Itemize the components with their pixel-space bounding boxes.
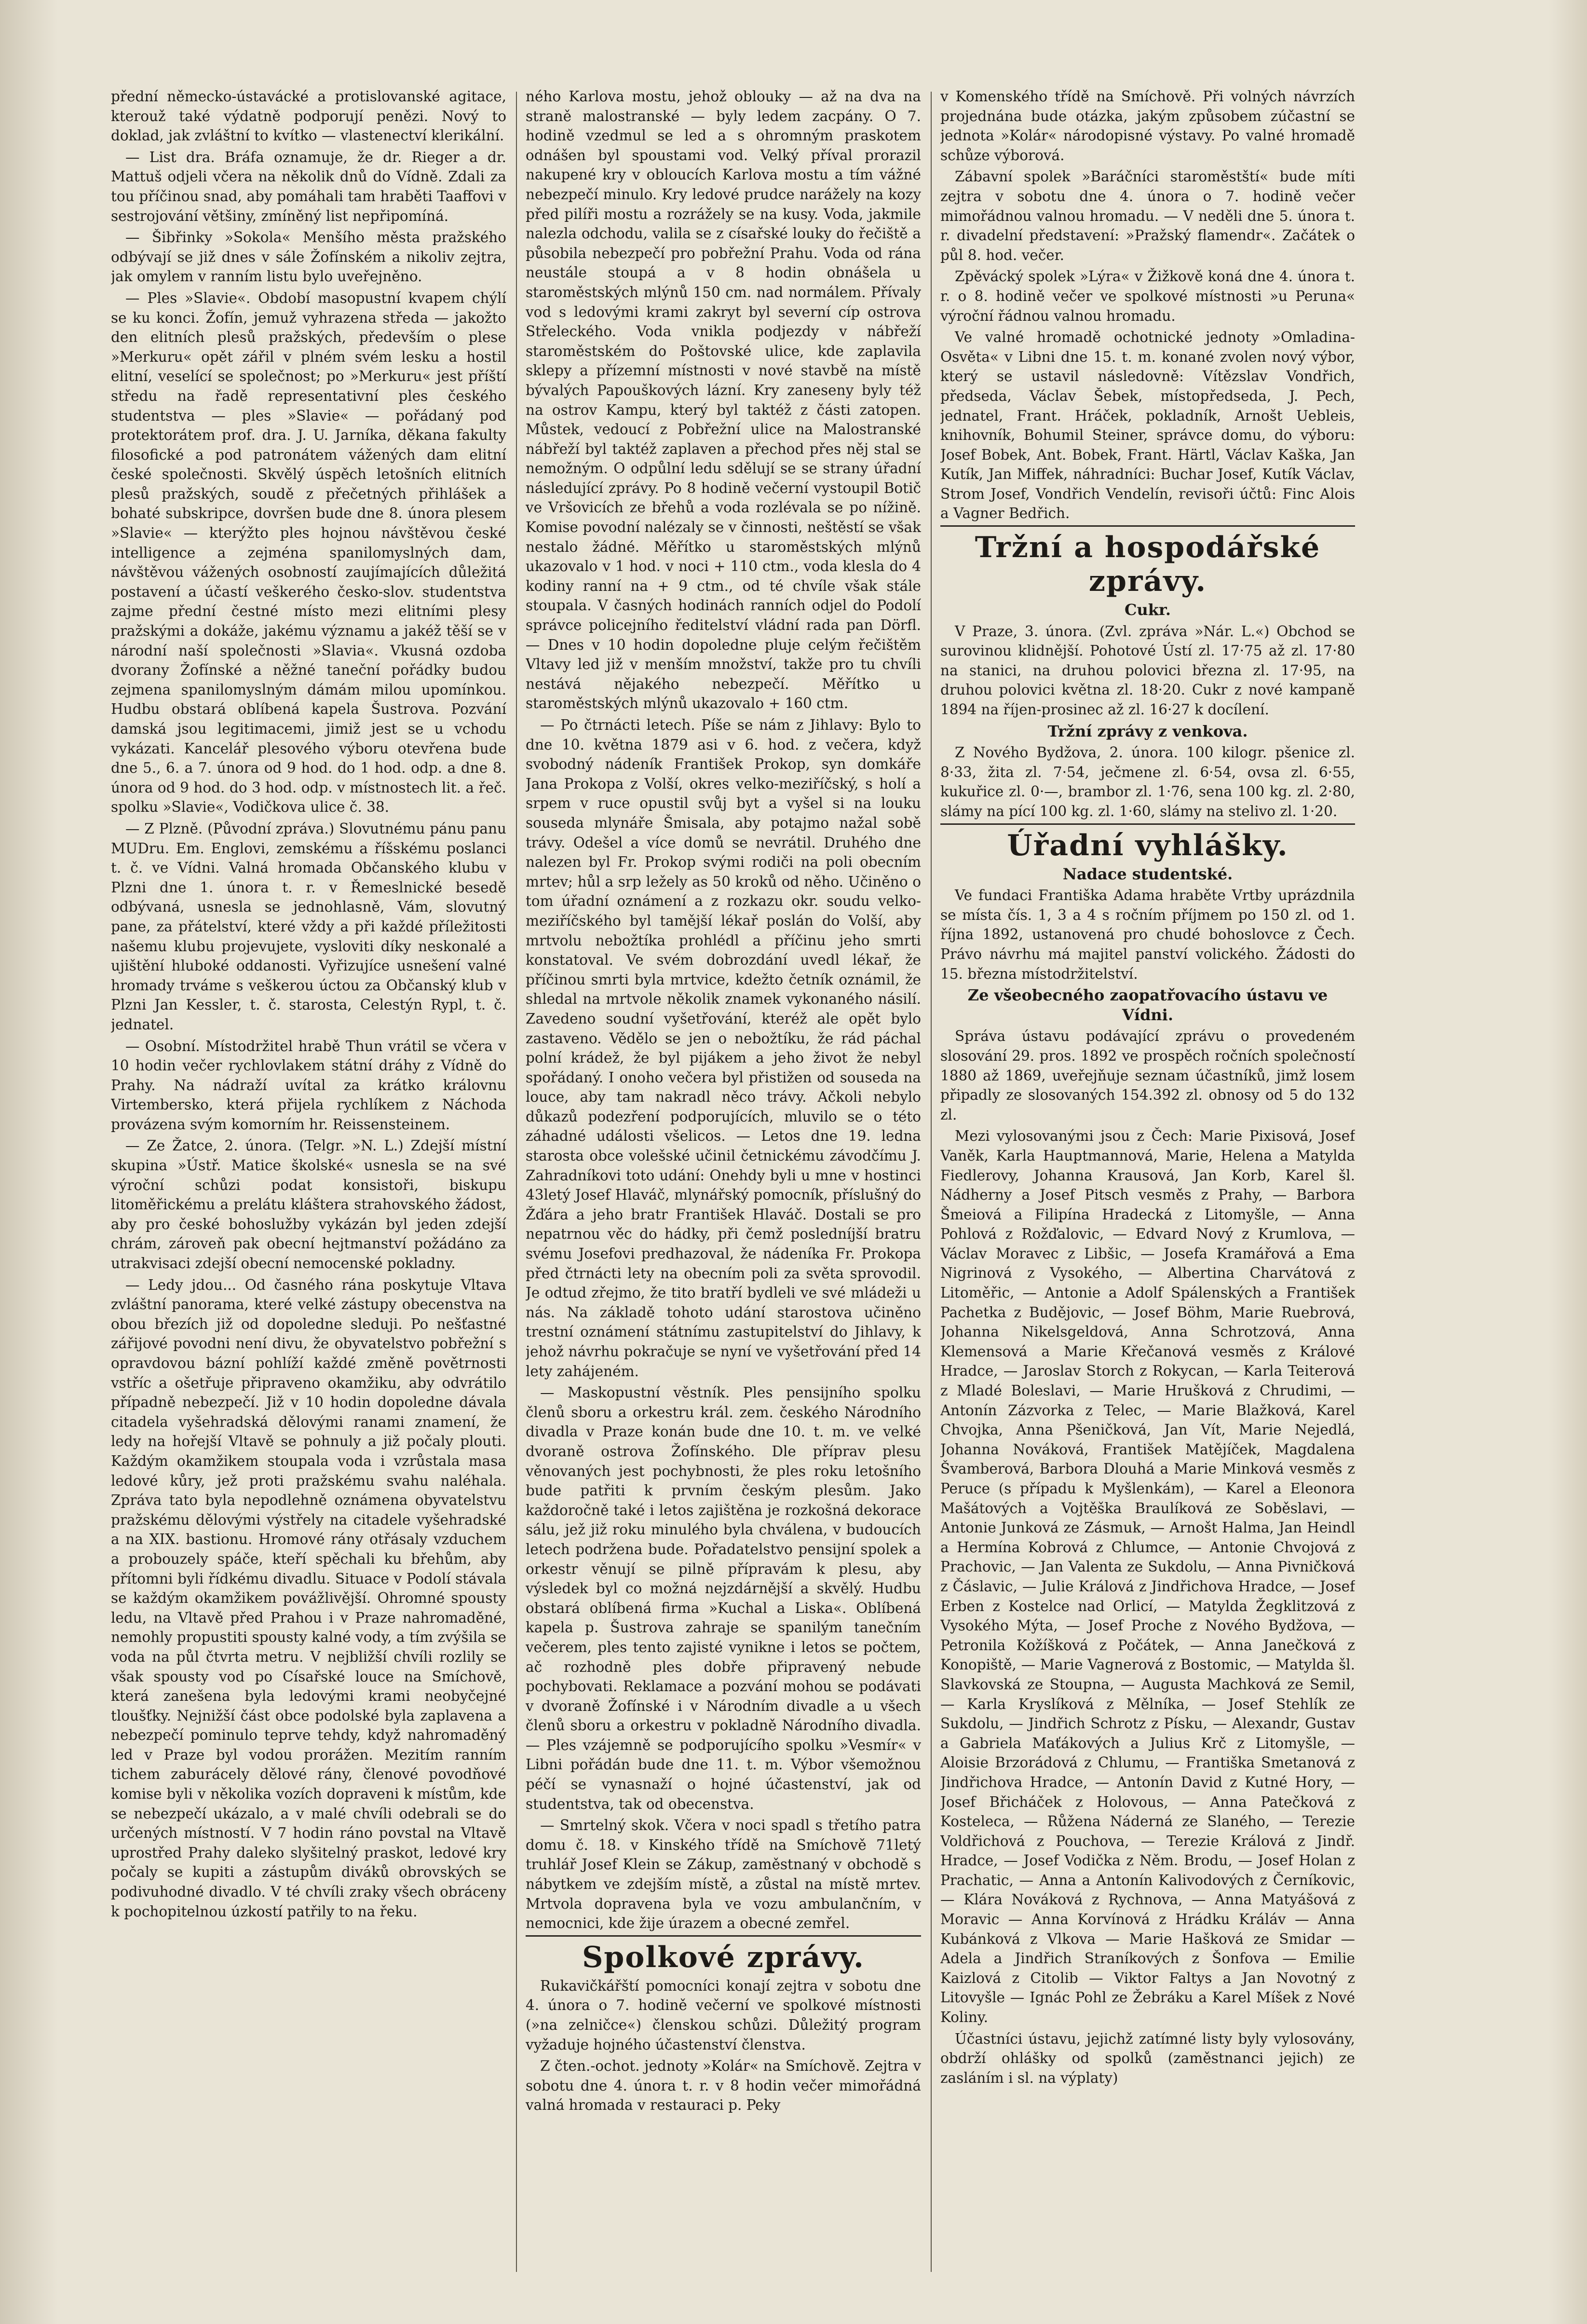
article-paragraph: v Komenského třídě na Smíchově. Při volných návrzích projednána bude otázka, jakým způsobem zúčastní se jednota »Kolár« národopisné výstavy. Po valné hromadě schůze výborová.: [940, 88, 1355, 164]
column-2: [526, 87, 921, 2286]
article-paragraph: — Z Plzně. (Původní zpráva.) Slovutnému pánu panu MUDru. Em. Englovi, zemskému a říšskému poslanci t. č. ve Vídni. Valná hromada Občanského klubu v Plzni dne 1. února t. r. v Řemeslnické besedě odbývaná, usnesla se jednohlasně, Vám, slovutný pane, za přátelství, které vždy a při každé příležitosti našemu klubu projevujete, vysloviti díky neskonalé a ujištění hluboké oddanosti. Vyřizujíce usnešení valné hromady trváme s veškerou úctou za Občanský klub v Plzni Jan Kessler, t. č. starosta, Celestýn Rypl, t. č. jednatel.: [111, 820, 506, 1033]
column-3: [940, 87, 1355, 2286]
article-paragraph: Zpěvácký spolek »Lýra« v Žižkově koná dne 4. února t. r. o 8. hodině večer ve spolkové místnosti »u Peruna« výroční řádnou valnou hromadu.: [940, 268, 1355, 324]
article-paragraph: Mezi vylosovanými jsou z Čech: Marie Pixisová, Josef Vaněk, Karla Hauptmannová, Marie, Helena a Matylda Fiedlerovy, Johanna Krausová, Jan Korb, Karel šl. Nádherny a Josef Pitsch vesměs z Prahy, — Barbora Šmeiová a Filipína Hradecká z Litomyšle, — Anna Pohlová z Rožďalovic, — Edvard Nový z Krumlova, — Václav Moravec z Libšic, — Josefa Kramářová a Ema Nigrinová z Vysokého, — Albertina Charvátová z Litoměřic, — Antonie a Adolf Spálenských a František Pachetka z Budějovic, — Josef Böhm, Marie Ruebrová, Johanna Nikelsgeldová, Anna Schrotzová, Anna Klemensová a Marie Křečanová vesměs z Králové Hradce, — Jaroslav Storch z Rokycan, — Karla Teiterová z Mladé Boleslavi, — Marie Hrušková z Chrudimi, — Antonín Zázvorka z Telec, — Marie Blažková, Karel Chvojka, Anna Pšeničková, Jan Vít, Marie Nejedlá, Johanna Nováková, František Matějíček, Magdalena Švamberová, Barbora Dlouhá a Marie Minková vesměs z Peruce (s případu k Myšlenkám), — Karel a Eleonora Mašátových a Vojtěška Braulíková ze Soběslavi, — Antonie Junková ze Zásmuk, — Arnošt Halma, Jan Heindl a Hermína Kobrová z Chlumce, — Antonie Chvojová z Prachovic, — Jan Valenta ze Sukdolu, — Anna Pivničková z Čáslavic, — Julie Králová z Jindřichova Hradce, — Josef Erben z Kostelce nad Orlicí, — Matylda Žegklitzová z Vysokého Mýta, — Josef Proche z Nového Bydžova, — Petronila Kožíšková z Počátek, — Anna Janečková z Konopiště, — Marie Vagnerová z Bostomic, — Matylda šl. Slavkovská ze Stoupna, — Augusta Machková ze Semil, — Karla Kryslíková z Mělníka, — Josef Stehlík ze Sukdolu, — Jindřich Schrotz z Písku, — Alexandr, Gustav a Gabriela Maťákových a Julius Krč z Litomyšle, — Aloisie Brzorádová z Chlumu, — Františka Smetanová z Jindřichova Hradce, — Antonín David z Kutné Hory, — Josef Břicháček z Holovous, — Anna Patečková z Kosteleca, — Růžena Náderná ze Slaného, — Terezie Voldřichová z Pouchova, — Terezie Králová z Jindř. Hradce, — Josef Vodička z Něm. Brodu, — Josef Holan z Prachatic, — Anna a Antonín Kalivodových z Černíkovic, — Klára Nováková z Rychnova, — Anna Matyášová z Moravic — Anna Korvínová z Hrádku Králáv — Anna Kubánková z Vlkova — Marie Hašková ze Smidar — Adela a Jindřich Straníkových z Šonfova — Emilie Kaizlová z Citolib — Viktor Faltys a Jan Novotný z Litovyšle — Ignác Pohl ze Žebráku a Karel Míšek z Nové Koliny.: [940, 1128, 1355, 2026]
article-paragraph: ného Karlova mostu, jehož oblouky — až na dva na straně malostranské — byly ledem zacpány. O 7. hodině vzedmul se led a s ohromným praskotem odnášen byl spoustami vod. Velký příval prorazil nakupené kry v obloucích Karlova mostu a tím vážné nebezpečí minulo. Kry ledové prudce narážely na kozy před pilíři mostu a rozrážely se na kusy. Voda, jakmile nalezla odchodu, valila se z císařské louky do řečiště a působila nebezpečí pro pobřežní Prahu. Voda od rána neustále stoupá a v 8 hodin obnášela u staroměstských mlýnů 150 cm. nad normálem. Přívaly vod s ledovými krami zakryt byl severní cíp ostrova Střeleckého. Voda vnikla podjezdy v nábřeží staroměstském do Poštovské ulice, kde zaplavila sklepy a přízemní místnosti v nové stavbě na místě bývalých Papouškových lázní. Kry zaneseny byly též na ostrov Kampu, který byl taktéž z části zatopen. Můstek, vedoucí z Pobřežní ulice na Malostranské nábřeží byl taktéž zaplaven a přechod přes něj stal se nemožným. O odpůlní ledu sdělují se se strany úřadní následující zprávy. Po 8 hodině večerní vystoupil Botič ve Vršovicích ze břehů a voda rozlévala se po nížině. Komise povodní nalézaly se v činnosti, neštěstí se však nestalo žádné. Měřítko u staroměstských mlýnů ukazovalo v 1 hod. v noci + 110 ctm., voda klesla do 4 kodiny ranní na + 9 ctm., od té chvíle však stále stoupala. V časných hodinách ranních odjel do Podolí správce policejního ředitelství vládní rada pan Dörfl. — Dnes v 10 hodin dopoledne pluje celým řečištěm Vltavy led již v menším množství, takže pro tu chvíli nestává nějakého nebezpečí. Měřítko u staroměstských mlýnů ukazovalo + 160 ctm.: [526, 88, 921, 712]
page-edge-right: [1548, 0, 1587, 2324]
section-subheading: Cukr.: [1125, 601, 1171, 619]
article-paragraph: Rukavičkářští pomocníci konají zejtra v sobotu dne 4. února o 7. hodině večerní ve spolkové místnosti (»na zelničce«) členskou schůzi. Důležitý program vyžaduje hojného účastenství členstva.: [526, 1977, 921, 2053]
column-rule-right: [931, 92, 932, 2272]
page-edge-left: [0, 0, 58, 2324]
column-1: [111, 87, 506, 2286]
section-heading: Tržní a hospodářské zprávy.: [940, 525, 1355, 598]
article-paragraph: Správa ústavu podávající zprávu o provedeném slosování 29. pros. 1892 ve prospěch ročních společností 1880 až 1869, uveřejňuje seznam účastníků, jimž losem připadly ze slosovaných 154.392 zl. obnosy od 5 do 132 zl.: [940, 1028, 1355, 1123]
article-paragraph: — Po čtrnácti letech. Píše se nám z Jihlavy: Bylo to dne 10. května 1879 asi v 6. hod. z večera, když svobodný nádeník František Prokop, syn domkáře Jana Prokopa z Volší, okres velko-meziříčský, s holí a srpem v ruce opustil svůj byt a vyšel si na louku souseda mlynáře Šmisala, aby potajmo nažal sobě trávy. Odešel a více domů se nevrátil. Druhého dne nalezen byl Fr. Prokop svými rodiči na poli obecním mrtev; hůl a srp ležely as 50 kroků od něho. Učiněno o tom úřadní oznámení a z rozkazu okr. soudu velko-meziříčského byl tamější lékař poslán do Volší, aby mrtvolu nebožtíka prohlédl a příčinu jeho smrti konstatoval. Ve svém dobrozdání uvedl lékař, že příčinou smrti byla mrtvice, kdežto četník oznámil, že shledal na mrtvole několik znamek vykonaného násilí. Zavedeno soudní vyšetřování, kteréž ale opět bylo zastaveno. Vědělo se jen o nebožtíku, že rád páchal polní krádež, že byl pijákem a jeho život že nebyl spořádaný. I onoho večera byl přistižen od souseda na louce, aby tam nakradl něco trávy. Ačkoli nebylo důkazů podezření podporujících, mluvilo se o této záhadné události všelicos. — Letos dne 19. ledna starosta obce volešské učinil četnickému závodčímu J. Zahradníkovi toto udání: Onehdy byli u mne v hostinci 43letý Josef Hlaváč, mlynářský pomocník, příslušný do Žďára a jeho bratr František Hlaváč. Dostali se pro nepatrnou věc do hádky, při čemž posledníjší bratru svému Josefovi predhazoval, že nádeníka Fr. Prokopa před čtrnácti lety na obecním poli za světa sprovodil. Je odtud zřejmo, že tito bratří bydleli ve své mládeži u nás. Na základě tohoto udání starostova učiněno trestní oznámení státnímu zastupitelství do Jihlavy, k jehož návrhu pokračuje se nyní ve vyšetřování před 14 lety zahájeném.: [526, 717, 921, 1380]
section-heading: Spolkové zprávy.: [526, 1935, 921, 1974]
article-paragraph: — Ze Žatce, 2. února. (Telgr. »N. L.) Zdejší místní skupina »Ústř. Matice školské« usnesla se na své výroční schůzi podat konsistoři, biskupu litoměřickému a prelátu kláštera strahovského žádost, aby pro české bohoslužby vykázán byl jeden zdejší chrám, zároveň pak obecní hejtmanství požádáno za utrakvisaci zdejší obecní nemocenské pokladny.: [111, 1137, 506, 1272]
article-paragraph: — Maskopustní věstník. Ples pensijního spolku členů sboru a orkestru král. zem. českého Národního divadla v Praze konán bude dne 10. t. m. ve velké dvoraně ostrova Žofínského. Dle příprav plesu věnovaných jest pochybnosti, že ples roku letošního bude patřiti k prvním českým plesům. Jako každoročně také i letos zajištěna je rozkošná dekorace sálu, jež již roku minulého byla chválena, v budoucích letech podržena bude. Pořadatelstvo pensijní spolek a orkestr věnují se pilně přípravám k plesu, aby výsledek byl co možná nejzdárnější a skvělý. Hudbu obstará oblíbená firma »Kuchal a Liska«. Oblíbená kapela p. Šustrova zahraje se spanilým tanečním večerem, ples tento zajisté vynikne i letos se počtem, ač rozhodně ples dobře připravený nebude pochybovati. Reklamace a pozvání mohou se podávati v dvoraně Žofínské i v Národním divadle a u všech členů sboru a orkestru v pokladně Národního divadla. — Ples vzájemně se podporujícího spolku »Vesmír« v Libni pořádán bude dne 11. t. m. Výbor všemožnou péčí se vynasnaží o hojné účastenství, jak od studentstva, tak od obecenstva.: [526, 1384, 921, 1812]
article-paragraph: — List dra. Bráfa oznamuje, že dr. Rieger a dr. Mattuš odjeli včera na několik dnů do Vídně. Zdali za tou příčinou snad, aby pomáhali tam hraběti Taaffovi v sestrojování většiny, zmíněný list nepřipomíná.: [111, 149, 506, 224]
article-paragraph: Z čten.-ochot. jednoty »Kolár« na Smíchově. Zejtra v sobotu dne 4. února t. r. v 8 hodin večer mimořádná valná hromada v restauraci p. Peky: [526, 2058, 921, 2114]
article-paragraph: — Ledy jdou... Od časného rána poskytuje Vltava zvláštní panorama, které velké zástupy obecenstva na obou březích již od dopoledne sleduji. Po nešťastné zářijové povodni není divu, že obyvatelstvo pobřežní s opravdovou bázní pohlíží každé změně povětrnosti vstříc a ošetřuje připraveno okamžiku, aby odvrátilo případně nebezpečí. Již v 10 hodin dopoledne dávala citadela vyšehradská dělovými ranami znamení, že ledy na hořejší Vltavě se pohnuly a již počaly plouti. Každým okamžikem stoupala voda i vzrůstala masa ledové kůry, jež proti pražskému svahu naléhala. Zpráva tato byla nepodlehně oznámena obyvatelstvu pražskému dělovými výstřely na citadele vyšehradské a na XIX. bastionu. Hromové rány otřásaly vzduchem a probouzely spáče, kteří spěchali ku břehům, aby přítomni byli řídkému divadlu. Situace v Podolí stávala se každým okamžikem povážlivější. Ohromné spousty ledu, na Vltavě před Prahou i v Praze nahromaděné, nemohly propustiti spousty kalné vody, a tím zvýšila se voda na půl čtvrta metru. V nejbližší chvíli rozlily se však spousty vod po Císařské louce na Smíchově, která zanešena byla ledovými krami neobyčejné tloušťky. Nejnižší část obce podolské byla zaplavena a nebezpečí pominulo teprve tehdy, když nahromaděný led v Praze byl vodou prorážen. Mezitím ranním tichem zaburácely dělové rány, členové povodňové komise byli v několika vozích dopraveni k místům, kde se nebezpečí ukázalo, a v malé chvíli odebrali se do určených místností. V 7 hodin ráno povstal na Vltavě uprostřed Prahy daleko slyšitelný praskot, ledové kry počaly se kupiti a zástupům diváků obrovských se podivuhodné divadlo. V té chvíli zraky všech obráceny k pochopitelnou úzkostí patřily to na řeku.: [111, 1276, 506, 1920]
section-subheading: Ze všeobecného zaopatřovacího ústavu ve Vídni.: [967, 986, 1328, 1024]
section-subheading: Nadace studentské.: [1062, 864, 1233, 883]
article-paragraph: — Osobní. Místodržitel hrabě Thun vrátil se včera v 10 hodin večer rychlovlakem státní dráhy z Vídně do Prahy. Na nádraží uvítal za krátko královnu Virtembersko, která přijela rychlíkem z Náchoda provázena svým komorním hr. Reissensteinem.: [111, 1038, 506, 1133]
article-paragraph: Z Nového Bydžova, 2. února. 100 kilogr. pšenice zl. 8·33, žita zl. 7·54, ječmene zl. 6·54, ovsa zl. 6·55, kukuřice zl. 0·—, brambor zl. 1·76, sena 100 kg. zl. 2·80, slámy na pící 100 kg. zl. 1·60, slámy na stelivo zl. 1·20.: [940, 744, 1355, 820]
article-paragraph: přední německo-ústavácké a protislovanské agitace, kterouž také výdatně podporují penězi. Nový to doklad, jak zvláštní to kvítko — vlastenectví klerikální.: [111, 88, 506, 144]
article-paragraph: Zábavní spolek »Baráčníci staroměstští« bude míti zejtra v sobotu dne 4. února o 7. hodině večer mimořádnou valnou hromadu. — V neděli dne 5. února t. r. divadelní představení: »Pražský flamendr«. Začátek o půl 8. hod. večer.: [940, 168, 1355, 263]
section-subheading: Tržní zprávy z venkova.: [1047, 722, 1248, 740]
article-paragraph: Ve fundaci Františka Adama hraběte Vrtby uprázdnila se místa čís. 1, 3 a 4 s ročním příjmem po 150 zl. od 1. října 1892, ustanovená pro chudé bohoslovce z Čech. Právo návrhu má majitel panství volického. Žádosti do 15. března místodržitelství.: [940, 887, 1355, 982]
article-paragraph: — Ples »Slavie«. Období masopustní kvapem chýlí se ku konci. Žofín, jemuž vyhrazena středa — jakožto den elitních plesů pražských, především o plese »Merkuru« opět zářil v plném svém lesku a hostil elitní, veselící se společnost; po »Merkuru« jest příští středu na řadě representativní ples českého studentstva — ples »Slavie« — pořádaný pod protektorátem prof. dra. J. U. Jarníka, děkana fakulty filosofické a pod patronátem vážených dam elitní české společnosti. Skvělý úspěch letošních elitních plesů pražských, soudě z přečetných přihlášek a bohaté subskripce, dovršen bude dne 8. února plesem »Slavie« — kterýžto ples hojnou návštěvou české intelligence a zejména spanilomyslných dam, návštěvou vážených osobností zaujímajících důležitá postavení a účastí veškerého česko-slov. studentstva zajme přední čestné místo mezi elitními plesy pražskými a dokáže, jakému významu a jakéž těší se v národní naší společnosti »Slavia«. Vkusná ozdoba dvorany Žofínské a něžné taneční pořádky budou zejmena spanilomyslným dámám milou upomínkou. Hudbu obstará oblíbená kapela Šustrova. Pozvání damská jsou legitimacemi, jimiž jest se u vchodu vykázati. Kancelář plesového výboru otevřena bude dne 5., 6. a 7. února od 9 hod. do 1 hod. odp. a dne 8. února od 9 hod. do 3 hod. odp. v místnostech lit. a řeč. spolku »Slavie«, Vodičkova ulice č. 38.: [111, 289, 506, 816]
column-rule-left: [516, 92, 517, 2272]
article-paragraph: V Praze, 3. února. (Zvl. zpráva »Nár. L.«) Obchod se surovinou klidnější. Pohotové Ústí zl. 17·75 až zl. 17·80 na stanici, na druhou polovici března zl. 17·95, na druhou polovici května zl. 18·20. Cukr z nové kampaně 1894 na říjen-prosinec až zl. 16·27 k docílení.: [940, 623, 1355, 718]
article-paragraph: Účastníci ústavu, jejichž zatímné listy byly vylosovány, obdrží ohlášky od spolků (zaměstnanci jejich) ze zasláním i sl. na výplaty): [940, 2030, 1355, 2086]
article-paragraph: Ve valné hromadě ochotnické jednoty »Omladina-Osvěta« v Libni dne 15. t. m. konané zvolen nový výbor, který se ustavil následovně: Vítězslav Vondřich, předseda, Václav Šebek, místopředseda, J. Pech, jednatel, Frant. Hráček, pokladník, Arnošt Uebleis, knihovník, Bohumil Steiner, správce domu, do výboru: Josef Bobek, Ant. Bobek, Frant. Härtl, Václav Kaška, Jan Kutík, Jan Miffek, náhradníci: Buchar Josef, Kutík Václav, Strom Josef, Vondřich Vendelín, revisoři účtů: Finc Alois a Vagner Bedřich.: [940, 329, 1355, 522]
article-paragraph: — Smrtelný skok. Včera v noci spadl s třetího patra domu č. 18. v Kinského třídě na Smíchově 71letý truhlář Josef Klein se Zákup, zaměstnaný v obchodě s nábytkem ve zdejším místě, a zůstal na místě mrtev. Mrtvola dopravena byla ve vozu ambulančním, v nemocnici, kde žije úrazem a obecné zemřel.: [526, 1817, 921, 1932]
section-heading: Úřadní vyhlášky.: [940, 823, 1355, 862]
article-paragraph: — Šibřinky »Sokola« Menšího města pražského odbývají se již dnes v sále Žofínském a nikoliv zejtra, jak omylem v ranním listu bylo uveřejněno.: [111, 229, 506, 285]
